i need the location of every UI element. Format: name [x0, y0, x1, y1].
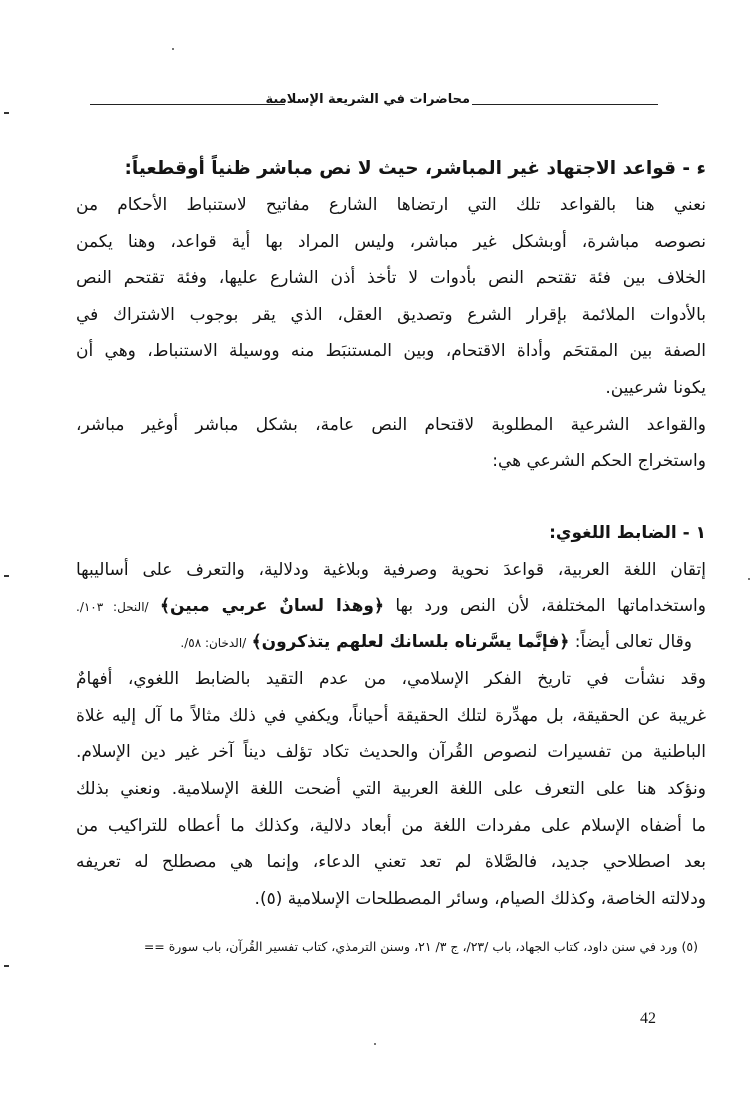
paragraph-text: وقال تعالى أيضاً:	[574, 632, 692, 652]
paragraph-line: واستخراج الحكم الشرعي هي:	[492, 451, 706, 471]
scan-mark	[4, 575, 9, 577]
footnote: (٥) ورد في سنن داود، كتاب الجهاد، باب /٢٣/، ج ٣/ ٢١، وسنن الترمذي، كتاب تفسير القُرآن، باب سورة ==	[143, 939, 698, 954]
paragraph-line: ودلالته الخاصة، وكذلك الصيام، وسائر المصطلحات الإسلامية (٥).	[254, 889, 706, 909]
page-number: 42	[640, 1010, 656, 1027]
header-rule-right	[472, 104, 658, 105]
section-heading: ء - قواعد الاجتهاد غير المباشر، حيث لا نص مباشر ظنياً أوقطعياً:	[124, 158, 706, 179]
paragraph-line: والقواعد الشرعية المطلوبة لاقتحام النص عامة، بشكل مباشر أوغير مباشر،	[76, 415, 706, 435]
scan-speck	[172, 48, 174, 50]
paragraph-line: الصفة بين المقتحَم وأداة الاقتحام، وبين المستنبَط منه ووسيلة الاستنباط، وهي أن	[76, 341, 706, 361]
verse-reference: /النحل: ١٠٣/.	[76, 600, 149, 614]
paragraph-line: بالأدوات الملائمة بإقرار الشرع وتصديق العقل، الذي يقر بوجوب الاشتراك في	[76, 305, 706, 325]
scan-speck	[748, 578, 750, 580]
paragraph-line: نصوصه مباشرة، أوبشكل غير مباشر، وليس المراد بها أية قواعد، وهنا يكمن	[76, 232, 706, 252]
running-header: محاضرات في الشريعة الإسلامية	[265, 92, 470, 107]
paragraph-line: غريبة عن الحقيقة، بل مهدِّرة لتلك الحقيقة أحياناً، ويكفي في ذلك مثالاً ما آل إليه غلاة	[76, 706, 706, 726]
paragraph-text: واستخداماتها المختلفة، لأن النص ورد بها	[395, 596, 706, 616]
paragraph-line-with-quote	[76, 595, 706, 618]
quran-quote: ﴿فإنَّما يسَّرناه بلسانك لعلهم يتذكرون﴾	[251, 632, 570, 652]
paragraph-line: بعد اصطلاحي جديد، فالصَّلاة لم تعد تعني الدعاء، وإنما هي مصطلح له تعريفه	[76, 852, 706, 872]
paragraph-line-with-quote	[180, 631, 692, 654]
paragraph-line: ونؤكد هنا على التعرف على اللغة العربية التي أضحت اللغة الإسلامية. ونعني بذلك	[76, 779, 706, 799]
paragraph-line: وقد نشأت في تاريخ الفكر الإسلامي، من عدم التقيد بالضابط اللغوي، أفهامٌ	[76, 669, 706, 689]
paragraph-line: إتقان اللغة العربية، قواعدَ نحوية وصرفية وبلاغية ودلالية، والتعرف على أساليبها	[76, 560, 706, 580]
verse-reference: /الدخان: ٥٨/.	[180, 636, 247, 650]
paragraph-line: نعني هنا بالقواعد تلك التي ارتضاها الشارع مفاتيح لاستنباط الأحكام من	[76, 195, 706, 215]
paragraph-line: يكونا شرعيين.	[605, 378, 706, 398]
paragraph-line: الباطنية من تفسيرات لنصوص القُرآن والحديث تكاد تؤلف ديناً آخر غير دين الإسلام.	[76, 742, 706, 762]
header-rule-left	[90, 104, 285, 105]
subsection-title: ١ - الضابط اللغوي:	[549, 523, 706, 543]
paragraph-line: ما أضفاه الإسلام على مفردات اللغة من أبعاد دلالية، وكذلك ما أعطاه للتراكيب من	[76, 816, 706, 836]
scan-mark	[4, 965, 9, 967]
scan-mark	[4, 112, 9, 114]
quran-quote: ﴿وهذا لسانٌ عربي مبين﴾	[160, 596, 384, 616]
paragraph-line: الخلاف بين فئة تقتحم النص بأدوات لا تأخذ أذن الشارع عليها، وفئة تقتحم النص	[76, 268, 706, 288]
scan-speck	[374, 1043, 376, 1045]
